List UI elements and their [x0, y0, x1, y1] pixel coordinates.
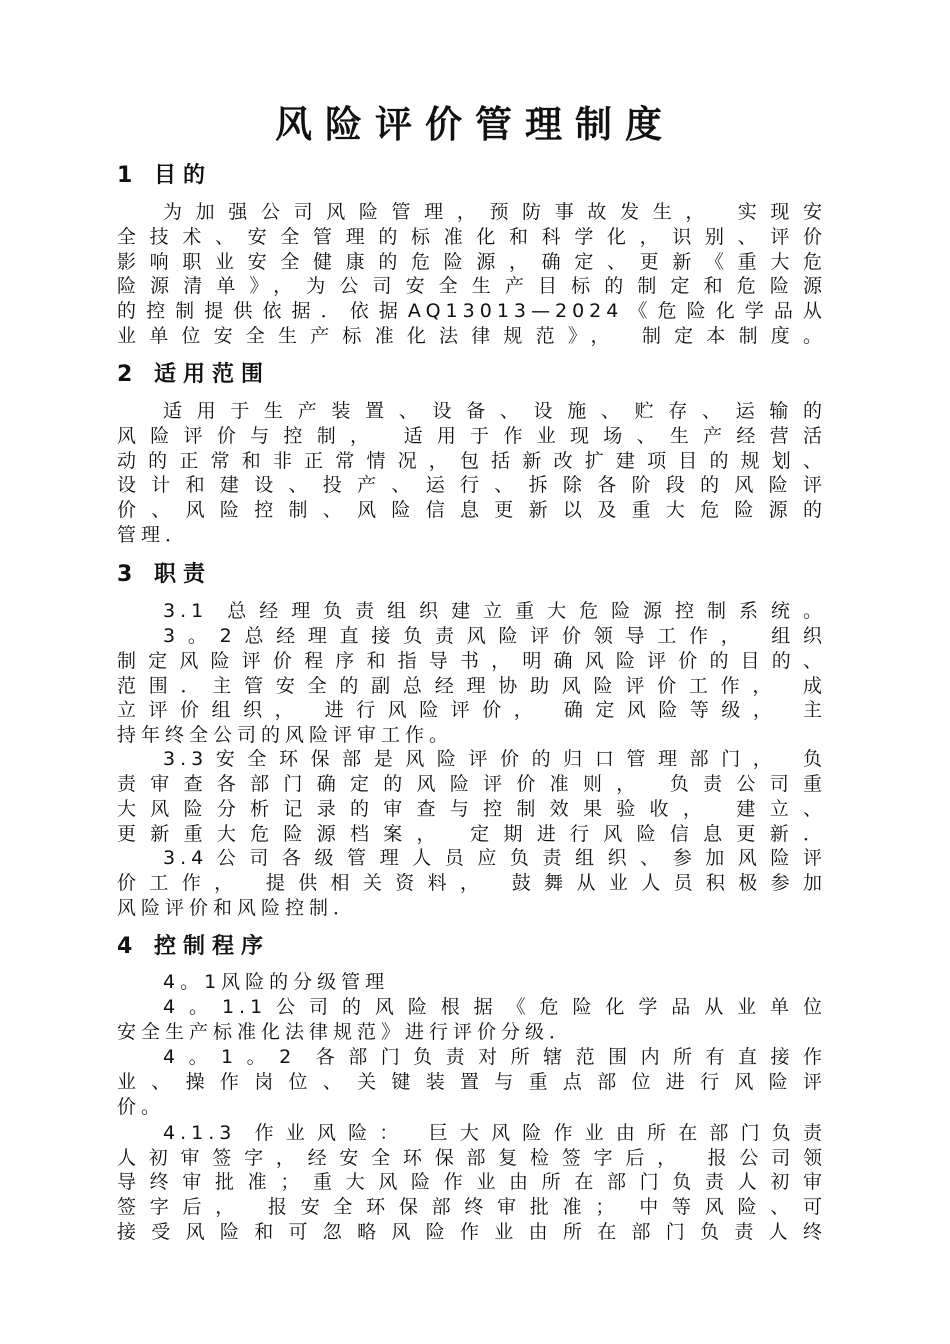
paragraph-line: 业单位安全生产标准化法律规范》， 制定本制度。: [117, 325, 827, 347]
paragraph-line: 3.3安全环保部是风险评价的归口管理部门， 负: [163, 748, 827, 770]
paragraph-line: 的控制提供依据．依据AQ13013—2024《危险化学品从: [117, 300, 827, 322]
paragraph-line: 4.1.3 作业风险： 巨大风险作业由所在部门负责: [163, 1122, 827, 1144]
paragraph-line: 险源清单》，为公司安全生产目标的制定和危险源: [117, 275, 827, 297]
paragraph-line: 风险评价和风险控制．: [117, 897, 358, 919]
paragraph-line: 立评价组织， 进行风险评价， 确定风险等级， 主: [117, 699, 827, 721]
section-heading-purpose: 1 目的: [117, 163, 212, 188]
paragraph-line: 范围．主管安全的副总经理协助风险评价工作， 成: [117, 675, 827, 697]
section-heading-duties: 3 职责: [117, 562, 212, 587]
paragraph-line: 影响职业安全健康的危险源，确定、更新《重大危: [117, 251, 827, 273]
paragraph-line: 价、风险控制、风险信息更新以及重大危险源的: [117, 499, 827, 521]
paragraph-line: 4。1风险的分级管理: [163, 971, 390, 993]
section-heading-control-procedure: 4 控制程序: [117, 934, 270, 959]
paragraph-line: 3。2总经理直接负责风险评价领导工作， 组织: [163, 625, 827, 647]
paragraph-line: 3.4公司各级管理人员应负责组织、参加风险评: [163, 847, 827, 869]
paragraph-line: 大风险分析记录的审查与控制效果验收， 建立、: [117, 798, 827, 820]
paragraph-line: 全技术、安全管理的标准化和科学化，识别、评价: [117, 226, 827, 248]
paragraph-line: 设计和建设、投产、运行、拆除各阶段的风险评: [117, 474, 827, 496]
paragraph-line: 制定风险评价程序和指导书，明确风险评价的目的、: [117, 650, 827, 672]
paragraph-line: 风险评价与控制， 适用于作业现场、生产经营活: [117, 425, 827, 447]
paragraph-line: 管理．: [117, 524, 190, 546]
paragraph-line: 3.1 总经理负责组织建立重大危险源控制系统。: [163, 600, 827, 622]
paragraph-line: 持年终全公司的风险评审工作。: [117, 724, 454, 746]
section-heading-scope: 2 适用范围: [117, 362, 270, 387]
paragraph-line: 价。: [117, 1096, 166, 1118]
paragraph-line: 更新重大危险源档案， 定期进行风险信息更新．: [117, 823, 827, 845]
paragraph-line: 适用于生产装置、设备、设施、贮存、运输的: [163, 400, 827, 422]
document-title: 风险评价管理制度: [275, 103, 675, 146]
paragraph-line: 动的正常和非正常情况，包括新改扩建项目的规划、: [117, 450, 827, 472]
paragraph-line: 责审查各部门确定的风险评价准则， 负责公司重: [117, 773, 827, 795]
paragraph-line: 接受风险和可忽略风险作业由所在部门负责人终: [117, 1221, 827, 1243]
paragraph-line: 签字后， 报安全环保部终审批准； 中等风险、可: [117, 1196, 827, 1218]
paragraph-line: 为加强公司风险管理，预防事故发生， 实现安: [163, 201, 827, 223]
paragraph-line: 4。1。2 各部门负责对所辖范围内所有直接作: [163, 1046, 827, 1068]
paragraph-line: 价工作， 提供相关资料， 鼓舞从业人员积极参加: [117, 872, 827, 894]
paragraph-line: 安全生产标准化法律规范》进行评价分级．: [117, 1021, 574, 1043]
paragraph-line: 业、操作岗位、关键装置与重点部位进行风险评: [117, 1071, 827, 1093]
paragraph-line: 人初审签字，经安全环保部复检签字后， 报公司领: [117, 1147, 827, 1169]
paragraph-line: 导终审批准；重大风险作业由所在部门负责人初审: [117, 1171, 827, 1193]
paragraph-line: 4。1.1公司的风险根据《危险化学品从业单位: [163, 996, 827, 1018]
